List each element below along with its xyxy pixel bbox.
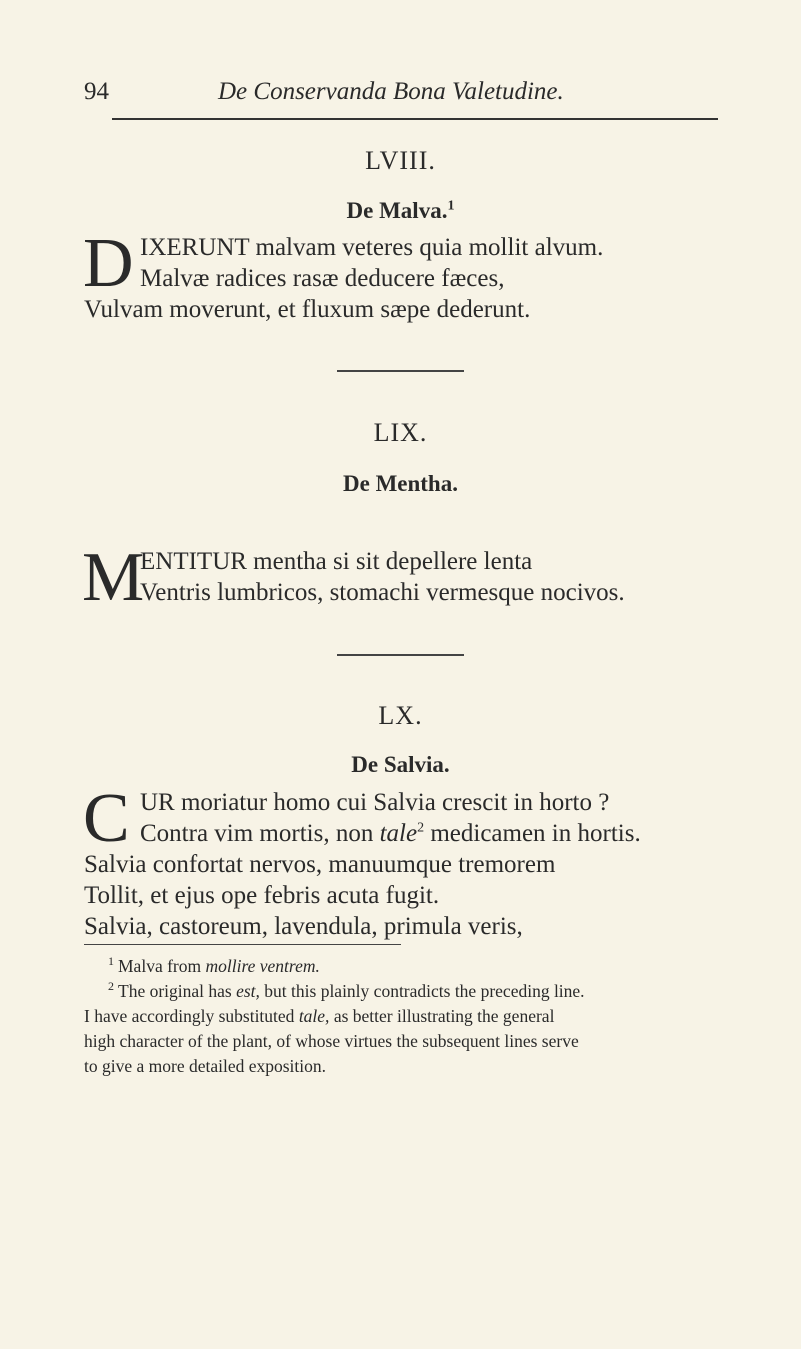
verse-text: medicamen in hortis. (430, 820, 641, 847)
verse-line: IXERUNT malvam veteres quia mollit alvum. (140, 234, 604, 261)
running-head (0, 78, 801, 118)
footnote-text: as better illustrating the general (333, 1006, 555, 1026)
subtitle-text: De Malva. (346, 198, 448, 223)
footnote-ref-1: 1 (447, 198, 455, 214)
footnote-text: to give a more detailed exposition. (84, 1056, 327, 1076)
verse-line: Malvæ radices rasæ deducere fæces, (140, 265, 505, 292)
verse-line: Salvia, castoreum, lavendula, primula veris, (84, 913, 523, 940)
section-number-lviii: LVIII. (365, 146, 436, 175)
footnote-marker: 2 (108, 979, 114, 994)
verse-line: Salvia confortat nervos, manuumque tremorem (84, 851, 556, 878)
section-divider (337, 654, 464, 656)
footnote-marker: 1 (108, 954, 114, 969)
footnote-2 (84, 979, 732, 1079)
footnote-italic: tale, (298, 1006, 330, 1026)
verse-line: ENTITUR mentha si sit depellere lenta (140, 548, 533, 575)
running-title: De Conservanda Bona Valetudine. (218, 78, 564, 105)
section-number-lix: LIX. (373, 418, 428, 447)
header-rule (112, 118, 718, 120)
verse-line (140, 818, 641, 849)
footnote-text: but this plainly contradicts the preceding line. (264, 981, 585, 1001)
dropcap-c: C (83, 780, 130, 857)
footnote-text: Malva from (118, 956, 202, 976)
footnote-rule (84, 944, 401, 945)
verse-line: Vulvam moverunt, et fluxum sæpe dederunt. (84, 296, 531, 323)
section-divider (337, 370, 464, 372)
section-subtitle-salvia: De Salvia. (351, 752, 450, 777)
footnote-italic: est, (236, 981, 260, 1001)
emphasis-tale: tale (379, 820, 418, 847)
footnote-text: I have accordingly substituted (84, 1006, 295, 1026)
page-number: 94 (84, 78, 109, 105)
section-subtitle-mentha: De Mentha. (343, 471, 458, 496)
verse-text: Contra vim mortis, non (140, 820, 374, 847)
section-number-lx: LX. (378, 701, 423, 730)
dropcap-d: D (83, 225, 134, 302)
footnote-ref-2: 2 (417, 820, 425, 836)
footnote-italic: mollire ventrem. (205, 956, 320, 976)
footnote-1 (84, 954, 732, 979)
footnote-text: The original has (118, 981, 232, 1001)
dropcap-m: M (82, 539, 145, 616)
section-subtitle-malva (0, 198, 801, 224)
verse-line: UR moriatur homo cui Salvia crescit in horto ? (140, 789, 610, 816)
verse-line: Ventris lumbricos, stomachi vermesque nocivos. (140, 579, 625, 606)
footnote-text: high character of the plant, of whose virtues the subsequent lines serve (84, 1031, 579, 1051)
verse-line: Tollit, et ejus ope febris acuta fugit. (84, 882, 440, 909)
